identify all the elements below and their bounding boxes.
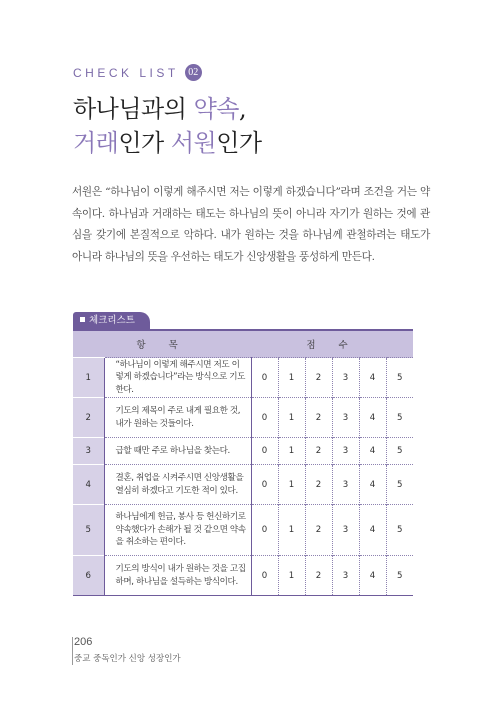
table-row: [73, 505, 413, 556]
column-header-item: 항 목: [73, 330, 251, 358]
row-item-text: 기도의 방식이 내가 원하는 것을 고집하며, 하나님을 설득하는 방식이다.: [104, 556, 251, 596]
score-option[interactable]: 3: [332, 358, 359, 398]
title-line-1: [73, 92, 262, 126]
table-row: [73, 398, 413, 438]
score-option[interactable]: 5: [386, 505, 413, 556]
score-option[interactable]: 2: [305, 505, 332, 556]
row-item-text: 하나님에게 헌금, 봉사 등 헌신하기로 약속했다가 손해가 될 것 같으면 약속을 취소하는 편이다.: [104, 505, 251, 556]
score-option[interactable]: 3: [332, 505, 359, 556]
score-option[interactable]: 4: [359, 358, 386, 398]
score-option[interactable]: 1: [278, 505, 305, 556]
score-option[interactable]: 3: [332, 398, 359, 438]
row-item-text: 결혼, 취업을 시켜주시면 신앙생활을 열심히 하겠다고 기도한 적이 있다.: [104, 465, 251, 505]
row-number: 4: [73, 465, 104, 505]
book-title: 중교 중독인가 신앙 성장인가: [74, 654, 181, 664]
footer-divider: [72, 637, 73, 665]
score-option[interactable]: 2: [305, 398, 332, 438]
table-row: [73, 358, 413, 398]
row-item-text: “하나님이 이렇게 해주시면 저도 이렇게 하겠습니다”라는 방식으로 기도한다.: [104, 358, 251, 398]
page-title: [73, 92, 262, 160]
score-option[interactable]: 4: [359, 505, 386, 556]
page-number: 206: [74, 636, 93, 648]
table-header-row: [73, 330, 413, 358]
score-option[interactable]: 2: [305, 465, 332, 505]
header-label-text: CHECK LIST: [73, 65, 179, 80]
score-option[interactable]: 4: [359, 465, 386, 505]
score-option[interactable]: 1: [278, 465, 305, 505]
checklist-number-badge: 02: [185, 64, 202, 81]
body-paragraph: 서원은 “하나님이 이렇게 해주시면 저는 이렇게 하겠습니다”라며 조건을 거는 약속이다. 하나님과 거래하는 태도는 하나님의 뜻이 아니라 자기가 원하는 것에 관심을 갖기에 본질적으로 악하다. 내가 원하는 것을 하나님께 관철하려는 태도가 아니라 하나님의 뜻을 우선하는 태도가 신앙생활을 풍성하게 만든다.: [72, 186, 430, 263]
title-text: 인가: [216, 129, 262, 157]
score-option[interactable]: 5: [386, 398, 413, 438]
score-option[interactable]: 5: [386, 438, 413, 465]
row-item-text: 급할 때만 주로 하나님을 찾는다.: [104, 438, 251, 465]
score-option[interactable]: 1: [278, 556, 305, 596]
score-option[interactable]: 0: [251, 398, 278, 438]
score-option[interactable]: 0: [251, 358, 278, 398]
score-option[interactable]: 4: [359, 398, 386, 438]
score-option[interactable]: 0: [251, 505, 278, 556]
score-option[interactable]: 0: [251, 556, 278, 596]
square-bullet-icon: [80, 317, 85, 322]
title-highlight: 거래: [73, 129, 119, 157]
score-option[interactable]: 2: [305, 556, 332, 596]
checklist-tab-label: 체크리스트: [89, 315, 135, 326]
table-row: [73, 556, 413, 596]
row-number: 1: [73, 358, 104, 398]
score-option[interactable]: 5: [386, 556, 413, 596]
score-option[interactable]: 3: [332, 556, 359, 596]
table-row: [73, 465, 413, 505]
score-option[interactable]: 1: [278, 438, 305, 465]
row-number: 6: [73, 556, 104, 596]
score-option[interactable]: 2: [305, 438, 332, 465]
table-row: [73, 438, 413, 465]
score-option[interactable]: 3: [332, 438, 359, 465]
checklist-table: [73, 329, 413, 596]
row-item-text: 기도의 제목이 주로 내게 필요한 것, 내가 원하는 것들이다.: [104, 398, 251, 438]
score-option[interactable]: 4: [359, 556, 386, 596]
score-option[interactable]: 1: [278, 398, 305, 438]
score-option[interactable]: 3: [332, 465, 359, 505]
title-text: 하나님과의: [73, 95, 194, 123]
checklist-header-label: [73, 64, 202, 81]
title-text: 인가: [118, 129, 171, 157]
title-highlight: 서원: [170, 129, 217, 157]
row-number: 3: [73, 438, 104, 465]
score-option[interactable]: 5: [386, 358, 413, 398]
score-option[interactable]: 2: [305, 358, 332, 398]
score-option[interactable]: 5: [386, 465, 413, 505]
row-number: 2: [73, 398, 104, 438]
title-text: ,: [238, 95, 247, 123]
column-header-score: 점 수: [251, 330, 413, 358]
checklist-tab: [73, 312, 150, 329]
score-option[interactable]: 0: [251, 465, 278, 505]
score-option[interactable]: 4: [359, 438, 386, 465]
row-number: 5: [73, 505, 104, 556]
title-line-2: [73, 126, 262, 160]
score-option[interactable]: 1: [278, 358, 305, 398]
title-highlight: 약속: [193, 95, 239, 123]
score-option[interactable]: 0: [251, 438, 278, 465]
